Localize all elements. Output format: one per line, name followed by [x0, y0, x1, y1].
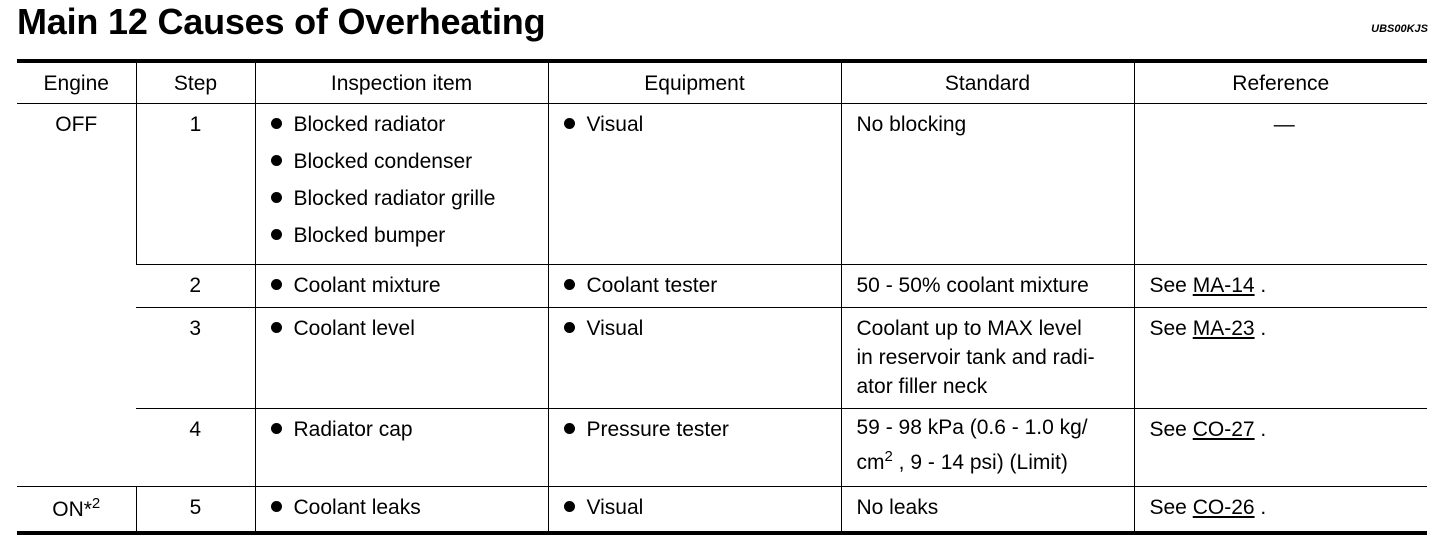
column-header-step: Step: [136, 61, 255, 104]
column-header-standard: Standard: [841, 61, 1134, 104]
standard-cell: [841, 104, 1134, 265]
step-value: 1: [189, 113, 202, 136]
document-code: UBS00KJS: [1371, 23, 1428, 35]
inspection-item-cell: [255, 104, 548, 265]
reference-cell: [1134, 104, 1427, 265]
engine-cell: [17, 104, 136, 487]
list-item: Blocked radiator: [271, 110, 540, 147]
column-header-equipment: Equipment: [548, 61, 841, 104]
list-item: Coolant mixture: [271, 271, 540, 300]
reference-link-ma-14[interactable]: MA-14: [1192, 274, 1255, 297]
engine-cell: [17, 487, 136, 533]
standard-value: No blocking: [856, 113, 967, 136]
column-header-reference: Reference: [1134, 61, 1427, 104]
bullet-icon: [271, 279, 282, 290]
table-row: [17, 409, 1427, 487]
inspection-item-cell: [255, 487, 548, 533]
bullet-icon: [564, 423, 575, 434]
table-header-row: [17, 61, 1427, 104]
list-item: Radiator cap: [271, 415, 540, 444]
bullet-icon: [271, 192, 282, 203]
reference-value: —: [1273, 113, 1295, 136]
table-row: [17, 308, 1427, 409]
inspection-item-cell: [255, 409, 548, 487]
column-header-inspection-item: Inspection item: [255, 61, 548, 104]
standard-cell: [841, 409, 1134, 487]
standard-line: in reservoir tank and radi-: [856, 346, 1095, 369]
equipment-value: Coolant tester: [586, 274, 718, 297]
standard-cell: [841, 265, 1134, 308]
standard-value: 50 - 50% coolant mixture: [856, 274, 1089, 297]
reference-link-co-27[interactable]: CO-27: [1192, 418, 1255, 441]
reference-cell: See CO-27 .: [1134, 409, 1427, 487]
equipment-value: Visual: [586, 496, 644, 519]
table-row: [17, 265, 1427, 308]
bullet-icon: [564, 279, 575, 290]
engine-value: OFF: [55, 113, 98, 136]
standard-value: No leaks: [856, 496, 939, 519]
reference-cell: See MA-23 .: [1134, 308, 1427, 409]
equipment-cell: [548, 265, 841, 308]
list-item: Blocked bumper: [271, 221, 540, 258]
bullet-icon: [271, 501, 282, 512]
table-row: [17, 487, 1427, 533]
list-item: Blocked condenser: [271, 147, 540, 184]
bullet-icon: [564, 322, 575, 333]
equipment-value: Pressure tester: [586, 418, 729, 441]
list-item: Coolant level: [271, 314, 540, 343]
standard-line: Coolant up to MAX level: [856, 317, 1082, 340]
bullet-icon: [271, 423, 282, 434]
standard-line: ator filler neck: [856, 375, 988, 398]
step-cell: [136, 409, 255, 487]
equipment-cell: [548, 308, 841, 409]
step-value: 4: [189, 418, 202, 441]
step-cell: [136, 308, 255, 409]
standard-cell: [841, 487, 1134, 533]
bullet-icon: [564, 118, 575, 129]
step-cell: [136, 104, 255, 265]
equipment-value: Visual: [586, 317, 644, 340]
equipment-cell: [548, 104, 841, 265]
bullet-icon: [271, 229, 282, 240]
reference-cell: See CO-26 .: [1134, 487, 1427, 533]
table-row: [17, 104, 1427, 265]
equipment-value: Visual: [586, 113, 644, 136]
bullet-icon: [564, 501, 575, 512]
step-cell: [136, 487, 255, 533]
page-title: Main 12 Causes of Overheating: [17, 1, 546, 42]
bullet-icon: [271, 118, 282, 129]
step-value: 5: [189, 496, 202, 519]
standard-line: $cm^2$ , 9 - 14 psi) (Limit): [856, 448, 1068, 474]
overheating-causes-table: [17, 59, 1427, 535]
bullet-icon: [271, 155, 282, 166]
reference-cell: See MA-14 .: [1134, 265, 1427, 308]
inspection-item-cell: [255, 265, 548, 308]
reference-link-ma-23[interactable]: MA-23: [1192, 317, 1255, 340]
reference-link-co-26[interactable]: CO-26: [1192, 496, 1255, 519]
step-value: 3: [189, 317, 202, 340]
standard-cell: [841, 308, 1134, 409]
standard-line: 59 - 98 kPa (0.6 - 1.0 kg/: [856, 416, 1088, 439]
list-item: Blocked radiator grille: [271, 184, 540, 221]
bullet-icon: [271, 322, 282, 333]
equipment-cell: [548, 409, 841, 487]
inspection-item-cell: [255, 308, 548, 409]
step-cell: [136, 265, 255, 308]
equipment-cell: [548, 487, 841, 533]
step-value: 2: [189, 274, 202, 297]
column-header-engine: Engine: [17, 61, 136, 104]
list-item: Coolant leaks: [271, 493, 540, 522]
engine-value: ON*$^2$: [52, 495, 101, 521]
